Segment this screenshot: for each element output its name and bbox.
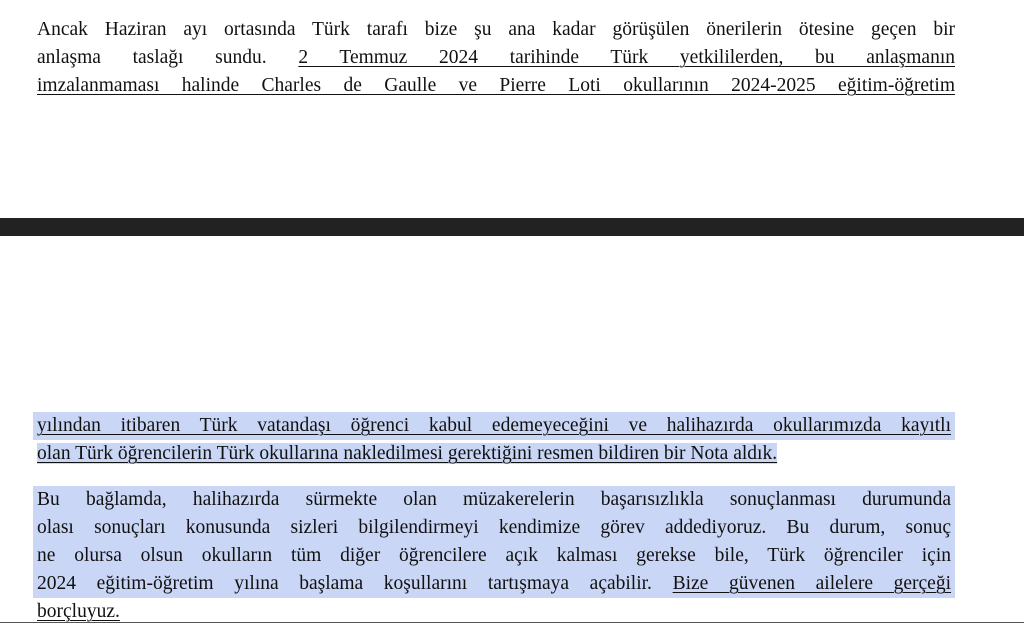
highlighted-line: Bu bağlamda, halihazırda sürmekte olan müzakerelerin başarısızlıkla sonuçlanması durumunda (33, 486, 955, 514)
bottom-rule (0, 622, 1024, 623)
highlighted-text: olan Türk öğrencilerin Türk okullarına nakledilmesi gerektiğini resmen bildiren bir Nota aldık. (37, 443, 778, 464)
middle-paragraph (37, 412, 955, 468)
page-break-bar (0, 218, 1024, 236)
highlighted-line: olası sonuçları konusunda sizleri bilgilendirmeyi kendimize görev addediyoruz. Bu durum, sonuç (33, 514, 955, 542)
highlighted-line (33, 570, 955, 598)
underlined-text: borçluyuz. (37, 601, 120, 622)
paragraph-line (37, 440, 955, 468)
paragraph-line: imzalanmaması halinde Charles de Gaulle ve Pierre Loti okullarının 2024-2025 eğitim-öğretim (37, 75, 955, 96)
highlighted-line: ne olursa olsun okulların tüm diğer öğrencilere açık kalması gerekse bile, Türk öğrenciler için (33, 542, 955, 570)
top-paragraph (37, 16, 955, 100)
highlighted-line: yılından itibaren Türk vatandaşı öğrenci kabul edemeyeceğini ve halihazırda okullarımızda kayıtlı (33, 412, 955, 440)
underlined-text: 2 Temmuz 2024 tarihinde Türk yetkililerden, bu anlaşmanın (298, 47, 956, 68)
underlined-text: Bize güvenen ailelere gerçeği (672, 573, 952, 594)
plain-text: 2024 eğitim-öğretim yılına başlama koşullarını tartışmaya açabilir. (37, 573, 652, 594)
paragraph-line: Ancak Haziran ayı ortasında Türk tarafı bize şu ana kadar görüşülen önerilerin ötesine geçen bir (37, 19, 955, 40)
paragraph-line (37, 44, 955, 72)
lower-paragraph (37, 486, 955, 626)
plain-text: anlaşma taslağı sundu. (37, 47, 267, 68)
